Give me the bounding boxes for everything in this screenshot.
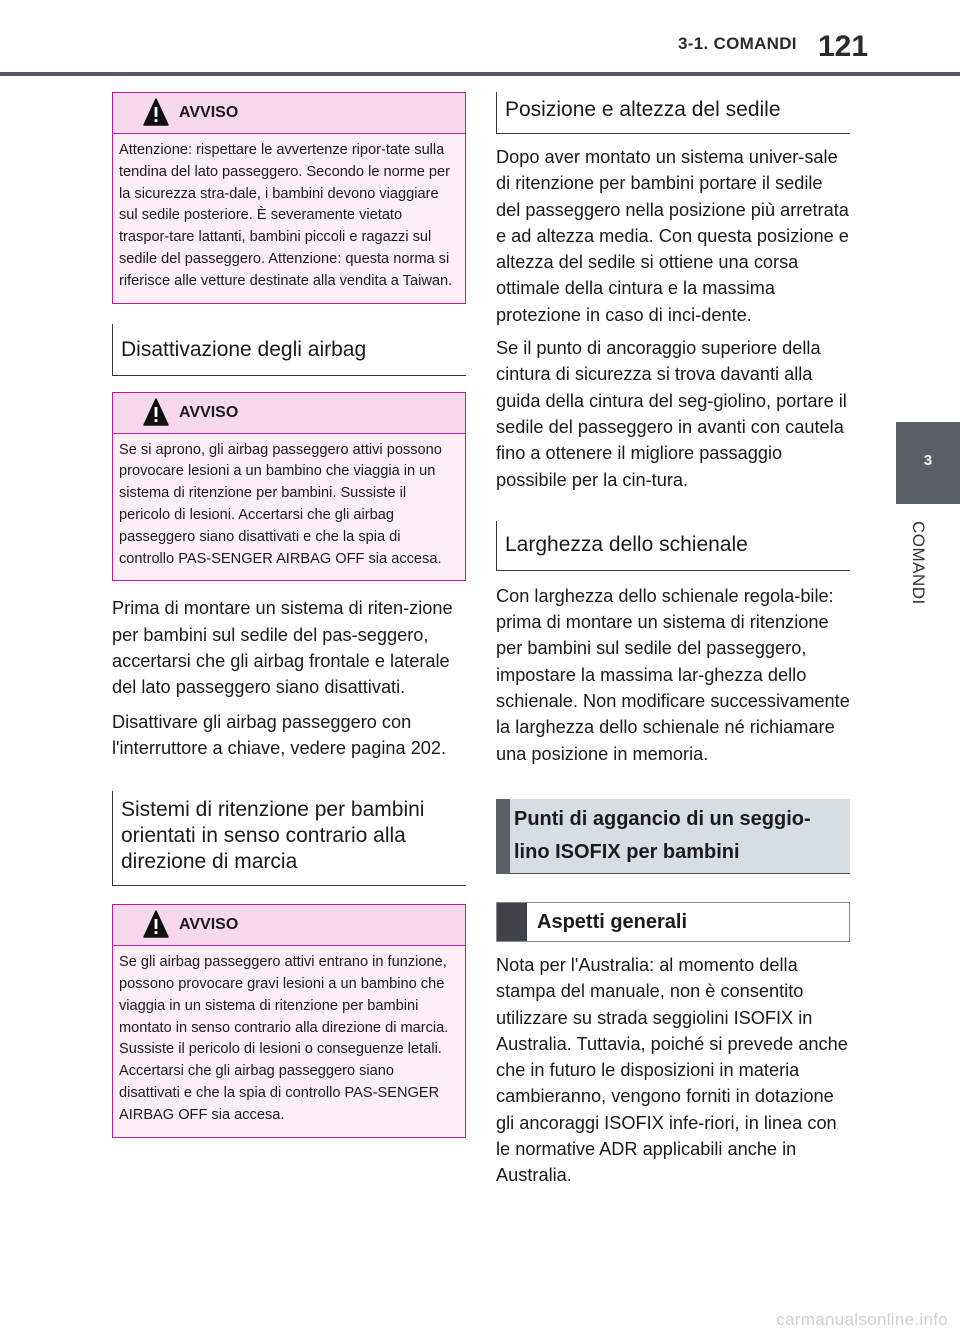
paragraph: Disattivare gli airbag passeggero con l'interruttore a chiave, vedere pagina 202.	[112, 711, 447, 758]
right-column	[496, 92, 850, 1189]
watermark: carmanualsonline.info	[776, 1310, 948, 1329]
warning-box	[112, 392, 466, 582]
subsection-heading: Punti di aggancio di un seggio-lino ISOFIX per bambini	[496, 799, 850, 874]
topic-heading	[496, 902, 850, 942]
warning-box	[112, 92, 466, 304]
topic-heading-text: Aspetti generali	[537, 910, 688, 933]
chapter-tab[interactable]	[896, 422, 960, 504]
section-heading: Posizione e altezza del sedile	[496, 92, 850, 134]
warning-text: Se si aprono, gli airbag passeggero attivi possono provocare lesioni a un bambino che viaggia in un sistema di ritenzione per bambini. Sussiste il pericolo di lesioni. Accertarsi che gli airbag passeggero siano disattivati e che la spia di controllo PAS-SENGER AIRBAG OFF sia accesa.	[113, 434, 465, 581]
warning-header	[113, 93, 465, 134]
header-section-title: 3-1. COMANDI	[678, 34, 797, 53]
page-number: 121	[818, 30, 869, 63]
chapter-label: COMANDI	[909, 521, 928, 605]
warning-title: AVVISO	[179, 104, 239, 121]
header-rule	[0, 72, 960, 76]
section-heading: Larghezza dello schienale	[496, 521, 850, 571]
warning-header	[113, 393, 465, 434]
warning-title: AVVISO	[179, 916, 239, 934]
section-heading: Sistemi di ritenzione per bambini orientati in senso contrario alla direzione di marcia	[112, 791, 466, 886]
warning-box	[112, 904, 466, 1137]
warning-triangle-icon	[143, 909, 169, 939]
warning-text: Se gli airbag passeggero attivi entrano in funzione, possono provocare gravi lesioni a un bambino che viaggia in un sistema di ritenzione per bambini montato in senso contrario alla direzione di marcia. Sussiste il pericolo di lesioni o conseguenze letali. Accertarsi che gli airbag passeggero siano disattivati e che la spia di controllo PAS-SENGER AIRBAG OFF sia accesa.	[113, 946, 465, 1136]
warning-header	[113, 905, 465, 946]
warning-text: Attenzione: rispettare le avvertenze ripor-tate sulla tendina del lato passeggero. Secondo le norme per la sicurezza stra-dale, i bambini devono viaggiare sul sedile posteriore. È severamente vietato traspor-tare lattanti, bambini piccoli e ragazzi sul sedile del passeggero. Attenzione: questa norma si riferisce alle vetture destinate alla vendita a Taiwan.	[113, 134, 465, 303]
warning-triangle-icon	[143, 397, 169, 427]
paragraph: Se il punto di ancoraggio superiore della cintura di sicurezza si trova davanti alla guida della cintura del seg-giolino, portare il sedile del passeggero in avanti con cautela fino a ottenere il migliore passaggio possibile per la cin-tura.	[496, 338, 847, 490]
left-column	[112, 92, 466, 1138]
section-heading: Disattivazione degli airbag	[112, 324, 466, 376]
warning-title: AVVISO	[179, 403, 239, 421]
paragraph: Dopo aver montato un sistema univer-sale di ritenzione per bambini portare il sedile del passeggero nella posizione più arretrata e ad altezza media. Con questa posizione e altezza del sedile si ottiene una corsa ottimale della cintura e la massima protezione in caso di inci-dente.	[496, 147, 849, 325]
warning-triangle-icon	[143, 97, 169, 127]
topic-heading-bar	[497, 903, 527, 941]
paragraph: Prima di montare un sistema di riten-zione per bambini sul sedile del pas-seggero, accertarsi che gli airbag frontale e laterale del lato passeggero siano disattivati.	[112, 598, 453, 698]
paragraph: Nota per l'Australia: al momento della stampa del manuale, non è consentito utilizzare su strada seggiolini ISOFIX in Australia. Tuttavia, poiché si prevede anche che in futuro le disposizioni in materia cambieranno, vengono forniti in dotazione gli ancoraggi ISOFIX infe-riori, in linea con le normative ADR applicabili anche in Australia.	[496, 954, 848, 1186]
chapter-tab-number: 3	[923, 452, 933, 469]
paragraph: Con larghezza dello schienale regola-bile: prima di montare un sistema di ritenzione per bambini sul sedile del passeggero, impostare la massima lar-ghezza dello schienale. Non modificare successivamente la larghezza dello schienale né richiamare una posizione in memoria.	[496, 585, 850, 764]
